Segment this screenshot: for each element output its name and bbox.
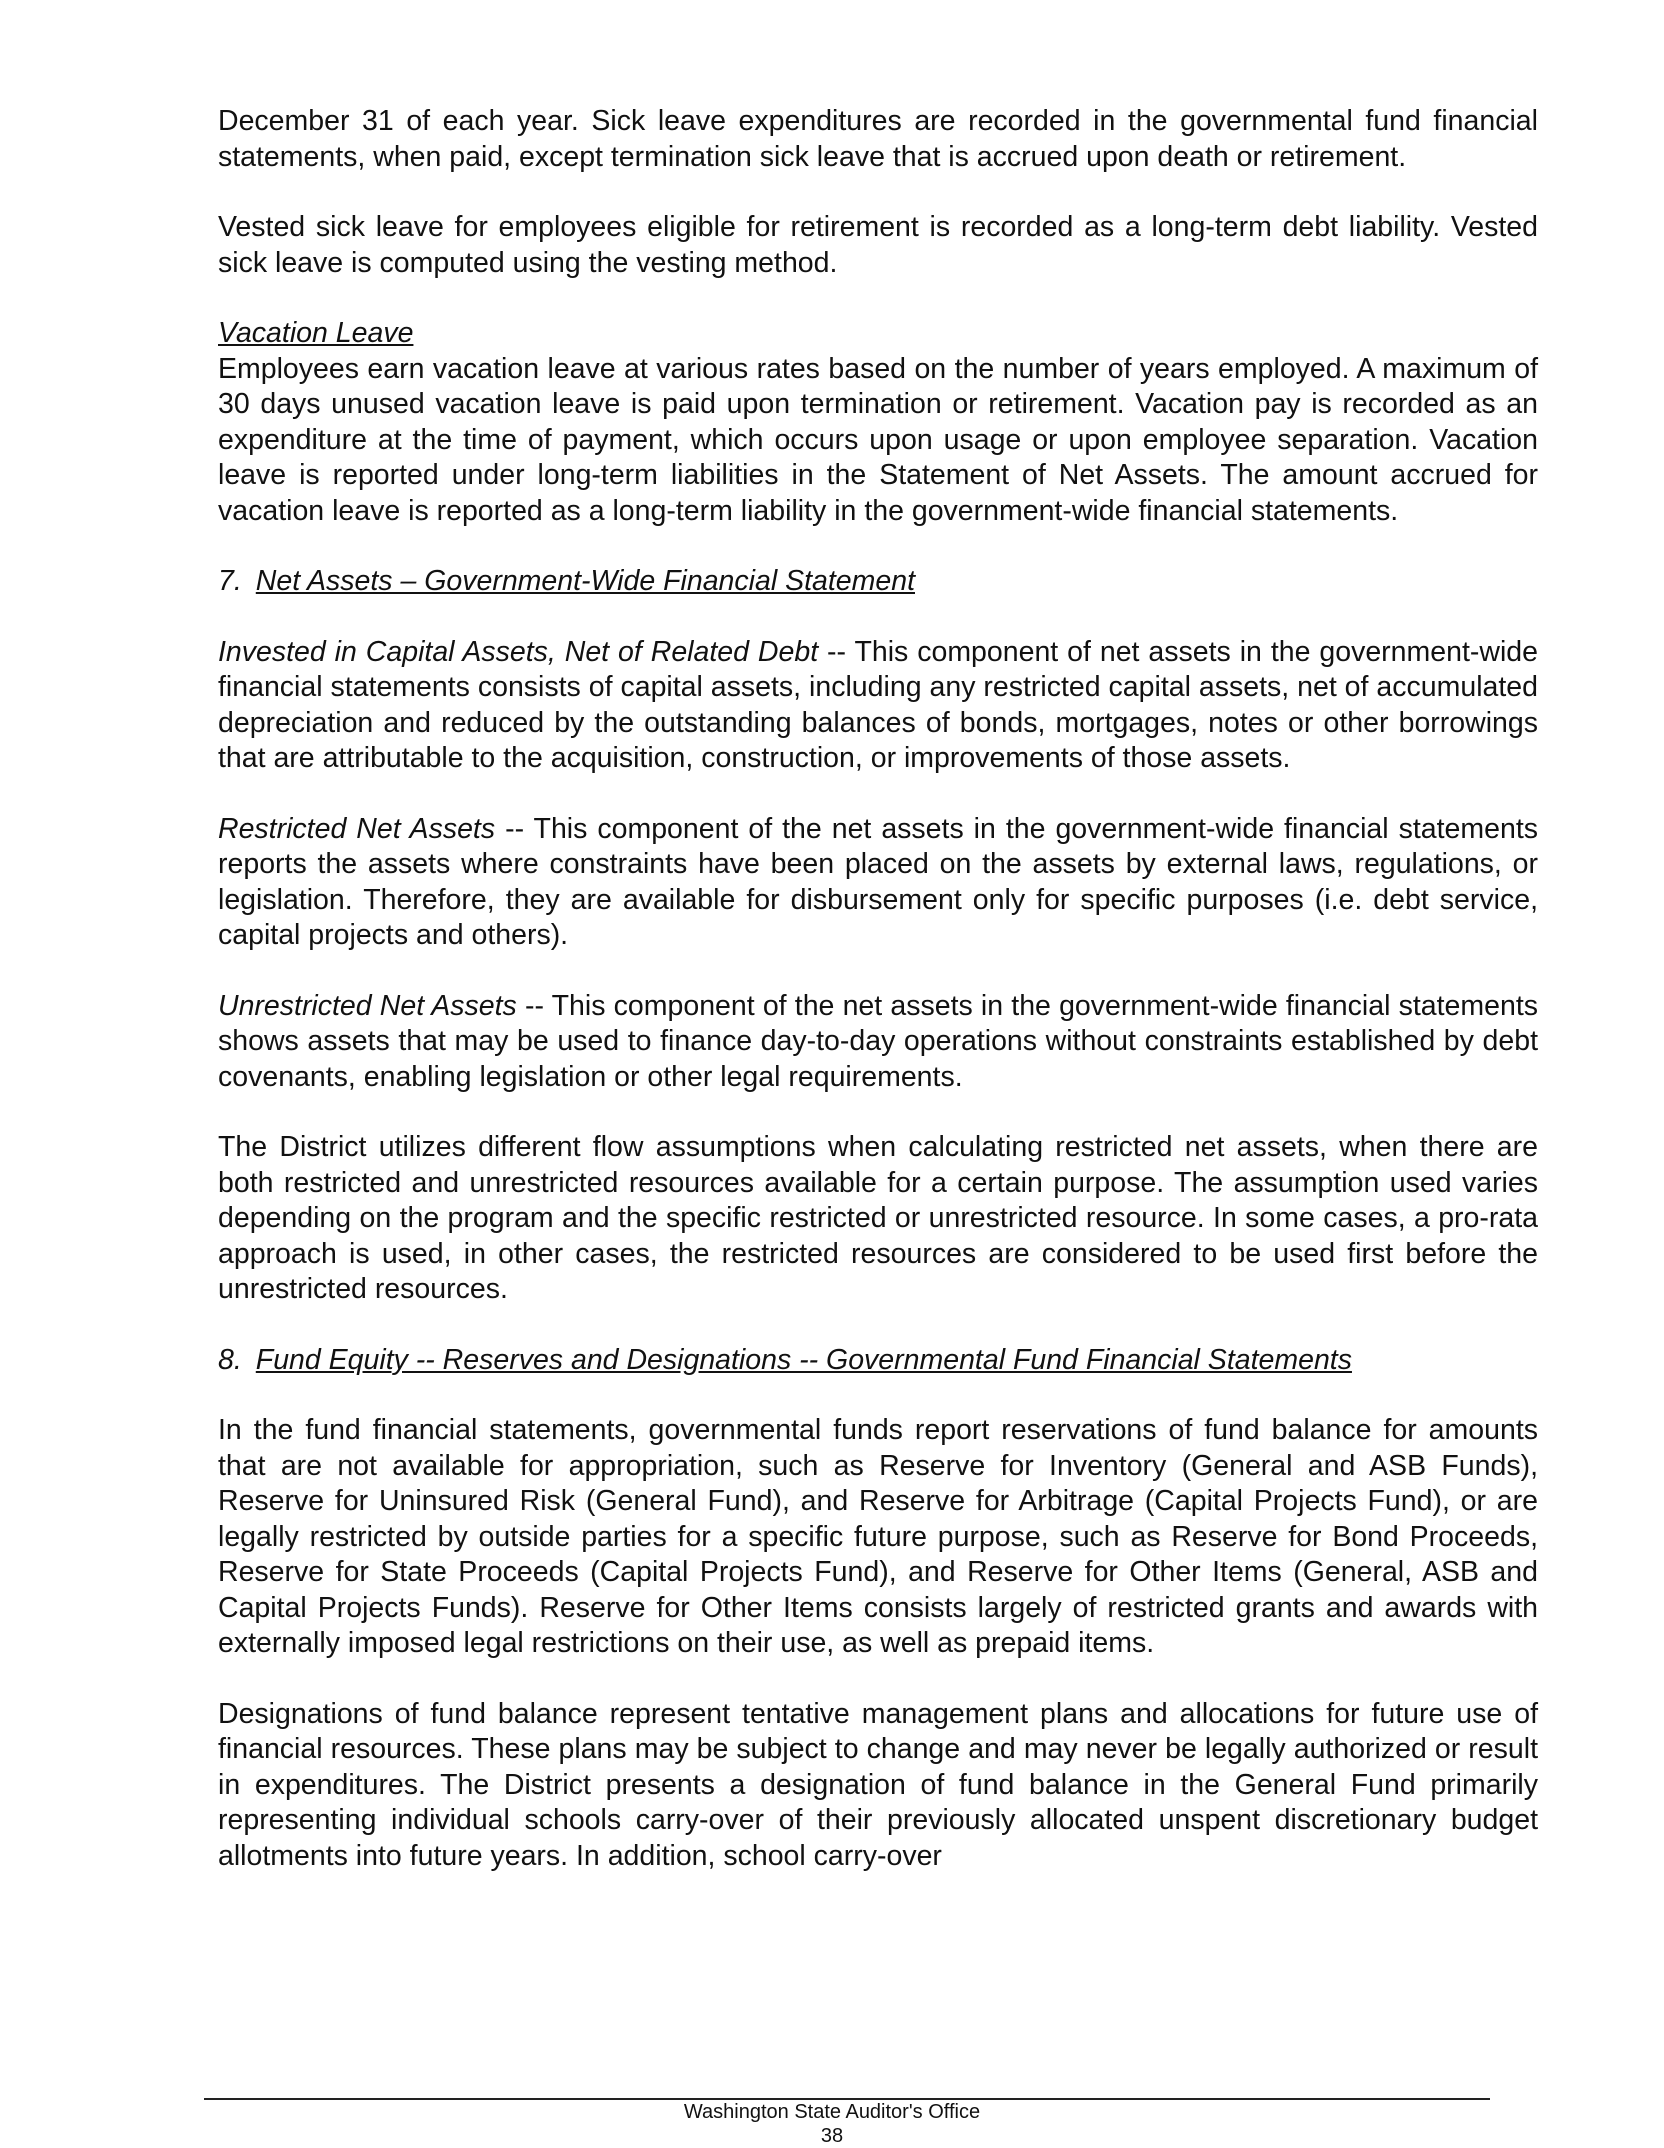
unrestricted-lead: Unrestricted Net Assets <box>218 989 517 1022</box>
restricted-text: -- This component of the net assets in the government-wide financial statements reports the assets where constraints have been placed on the assets by external laws, regulations, or legislation. Therefore, they are available for disbursement only for specific purposes (i.e. debt service, capital projects and others). <box>218 812 1538 951</box>
vacation-leave-heading <box>218 316 1538 352</box>
paragraph-restricted-net-assets <box>218 812 1538 954</box>
section-7-heading <box>218 564 1538 600</box>
paragraph-vacation-leave: Employees earn vacation leave at various rates based on the number of years employed. A maximum of 30 days unused vacation leave is paid upon termination or retirement. Vacation pay is recorded as an expenditure at the time of payment, which occurs upon usage or upon employee separation. Vacation leave is reported under long-term liabilities in the Statement of Net Assets. The amount accrued for vacation leave is reported as a long-term liability in the government-wide financial statements. <box>218 352 1538 527</box>
vacation-leave-heading-text: Vacation Leave <box>218 317 414 349</box>
paragraph-unrestricted-net-assets <box>218 989 1538 1096</box>
footer-office: Washington State Auditor's Office <box>683 2101 981 2123</box>
invested-lead: Invested in Capital Assets, Net of Related Debt <box>218 635 819 668</box>
section-7-title: Net Assets – Government-Wide Financial Statement <box>255 565 915 597</box>
section-8-number: 8. <box>218 1343 242 1376</box>
unrestricted-text: -- This component of the net assets in the government-wide financial statements shows assets that may be used to finance day-to-day operations without constraints established by debt covenants, enabling legislation or other legal requirements. <box>218 989 1538 1093</box>
invested-text: -- This component of net assets in the government-wide financial statements consists of capital assets, including any restricted capital assets, net of accumulated depreciation and reduced by the outstanding balances of bonds, mortgages, notes or other borrowings that are attributable to the acquisition, construction, or improvements of those assets. <box>218 635 1538 774</box>
paragraph-flow-assumptions: The District utilizes different flow assumptions when calculating restricted net assets, when there are both restricted and unrestricted resources available for a certain purpose. The assumption used varies depending on the program and the specific restricted or unrestricted resource. In some cases, a pro-rata approach is used, in other cases, the restricted resources are considered to be used first before the unrestricted resources. <box>218 1131 1538 1305</box>
paragraph-vested-sick-leave: Vested sick leave for employees eligible for retirement is recorded as a long-term debt liability. Vested sick leave is computed using the vesting method. <box>218 211 1538 279</box>
section-7-number: 7. <box>218 565 242 597</box>
page-number: 38 <box>820 2125 844 2147</box>
restricted-lead: Restricted Net Assets <box>218 812 496 845</box>
paragraph-designations: Designations of fund balance represent tentative management plans and allocations for future use of financial resources. These plans may be subject to change and may never be legally authorized or result in expenditures. The District presents a designation of fund balance in the General Fund primarily representing individual schools carry-over of their previously allocated unspent discretionary budget allotments into future years. In addition, school carry-over <box>218 1697 1538 1872</box>
document-body <box>218 104 1538 1874</box>
section-8-heading <box>218 1343 1538 1379</box>
paragraph-invested-capital-assets <box>218 635 1538 777</box>
section-8-title: Fund Equity -- Reserves and Designations -- Governmental Fund Financial Statements <box>255 1343 1352 1376</box>
paragraph-fund-reservations: In the fund financial statements, governmental funds report reservations of fund balance for amounts that are not available for appropriation, such as Reserve for Inventory (General and ASB Funds), Reserve for Uninsured Risk (General Fund), and Reserve for Arbitrage (Capital Projects Fund), or are legally restricted by outside parties for a specific future purpose, such as Reserve for Bond Proceeds, Reserve for State Proceeds (Capital Projects Fund), and Reserve for Other Items (General, ASB and Capital Projects Funds). Reserve for Other Items consists largely of restricted grants and awards with externally imposed legal restrictions on their use, as well as prepaid items. <box>218 1414 1538 1659</box>
paragraph-sick-leave-recording: December 31 of each year. Sick leave expenditures are recorded in the governmental fund financial statements, when paid, except termination sick leave that is accrued upon death or retirement. <box>218 105 1538 173</box>
